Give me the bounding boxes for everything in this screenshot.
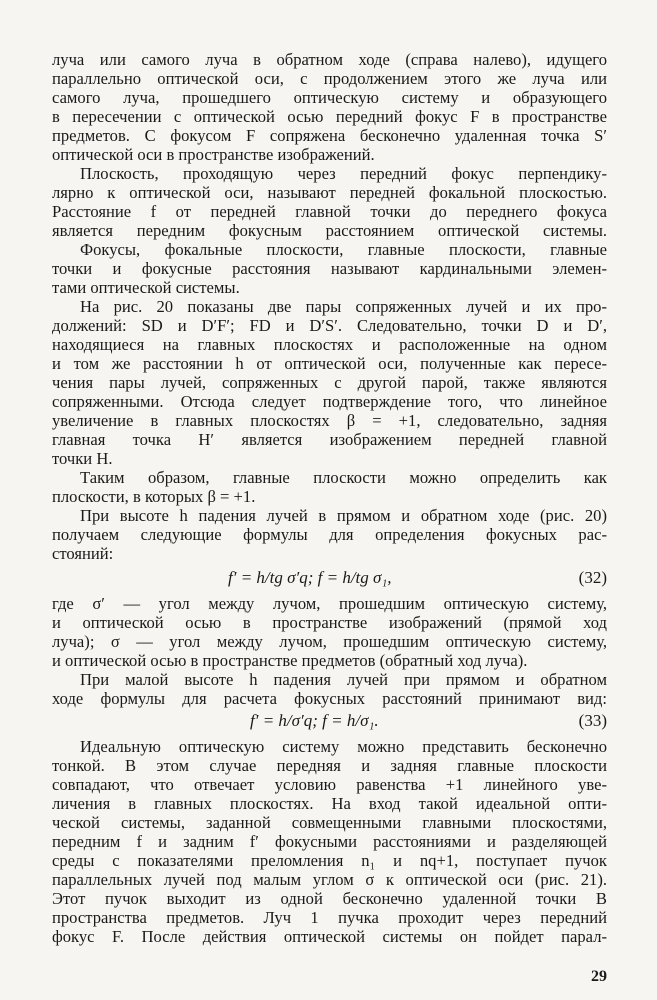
text-line: При малой высоте h падения лучей при прямом и обратном bbox=[80, 670, 607, 689]
equation-number: (32) bbox=[578, 568, 607, 587]
text-line: Плоскость, проходящую через передний фокус перпендику- bbox=[80, 164, 607, 183]
equation-number: (33) bbox=[578, 711, 607, 730]
text-line: где σ′ — угол между лучом, прошедшим оптическую систему, bbox=[52, 594, 607, 613]
text-line: тами оптической системы. bbox=[52, 278, 240, 297]
text-line: параллельно оптической оси, с продолжением этого же луча или bbox=[52, 69, 607, 88]
text-line: получаем следующие формулы для определения фокусных рас- bbox=[52, 525, 607, 544]
text-line: и оптической осью в пространстве предметов (обратный ход луча). bbox=[52, 651, 528, 670]
text-line: личения в главных плоскостях. На вход такой идеальной опти- bbox=[52, 794, 607, 813]
text-line: является передним фокусным расстоянием оптической системы. bbox=[52, 221, 607, 240]
formula-32: f′ = h/tg σ′q; f = h/tg σ₁, bbox=[228, 568, 392, 587]
text-line: среды с показателями преломления n₁ и nq+1, поступает пучок bbox=[52, 851, 607, 870]
text-line: точки H. bbox=[52, 449, 113, 468]
text-line: На рис. 20 показаны две пары сопряженных лучей и их про- bbox=[80, 297, 607, 316]
text-line: самого луча, прошедшего оптическую систему и образующего bbox=[52, 88, 607, 107]
text-line: Этот пучок выходит из одной бесконечно удаленной точки B bbox=[52, 889, 607, 908]
page-number: 29 bbox=[591, 968, 607, 985]
text-line: Фокусы, фокальные плоскости, главные плоскости, главные bbox=[80, 240, 607, 259]
text-line: стояний: bbox=[52, 544, 114, 563]
text-line: оптической оси в пространстве изображений. bbox=[52, 145, 375, 164]
text-line: ческой системы, заданной совмещенными главными плоскостями, bbox=[52, 813, 607, 832]
text-line: плоскости, в которых β = +1. bbox=[52, 487, 256, 506]
text-line: должений: SD и D′F′; FD и D′S′. Следовательно, точки D и D′, bbox=[52, 316, 607, 335]
text-line: пространства предметов. Луч 1 пучка проходит через передний bbox=[52, 908, 607, 927]
text-line: параллельных лучей под малым углом σ к оптической оси (рис. 21). bbox=[52, 870, 607, 889]
text-line: и том же расстоянии h от оптической оси, полученные как пересе- bbox=[52, 354, 607, 373]
text-line: главная точка H′ является изображением передней главной bbox=[52, 430, 607, 449]
text-line: лярно к оптической оси, называют передней фокальной плоскостью. bbox=[52, 183, 607, 202]
text-line: фокус F. После действия оптической системы он пойдет парал- bbox=[52, 927, 607, 946]
text-line: луча или самого луча в обратном ходе (справа налево), идущего bbox=[52, 50, 607, 69]
text-line: и оптической осью в пространстве изображений (прямой ход bbox=[52, 613, 607, 632]
text-line: чения пары лучей, сопряженных с другой парой, также являются bbox=[52, 373, 607, 392]
text-line: Расстояние f от передней главной точки до переднего фокуса bbox=[52, 202, 607, 221]
text-line: увеличение в главных плоскостях β = +1, следовательно, задняя bbox=[52, 411, 607, 430]
text-line: предметов. С фокусом F сопряжена бесконечно удаленная точка S′ bbox=[52, 126, 607, 145]
text-line: находящиеся на главных плоскостях и расположенные на одном bbox=[52, 335, 607, 354]
text-line: тонкой. В этом случае передняя и задняя главные плоскости bbox=[52, 756, 607, 775]
text-line: в пересечении с оптической осью передний фокус F в пространстве bbox=[52, 107, 607, 126]
text-line: сопряженными. Отсюда следует подтверждение того, что линейное bbox=[52, 392, 607, 411]
text-line: точки и фокусные расстояния называют кардинальными элемен- bbox=[52, 259, 607, 278]
text-line: луча); σ — угол между лучом, прошедшим оптическую систему, bbox=[52, 632, 607, 651]
text-line: При высоте h падения лучей в прямом и обратном ходе (рис. 20) bbox=[80, 506, 607, 525]
text-line: совпадают, что отвечает условию равенства +1 линейного уве- bbox=[52, 775, 607, 794]
text-line: Идеальную оптическую систему можно представить бесконечно bbox=[80, 737, 607, 756]
text-line: ходе формулы для расчета фокусных расстояний принимают вид: bbox=[52, 689, 607, 708]
formula-33: f′ = h/σ′q; f = h/σ₁. bbox=[250, 711, 379, 730]
text-line: передним f и задним f′ фокусными расстояниями и разделяющей bbox=[52, 832, 607, 851]
text-line: Таким образом, главные плоскости можно определить как bbox=[80, 468, 607, 487]
